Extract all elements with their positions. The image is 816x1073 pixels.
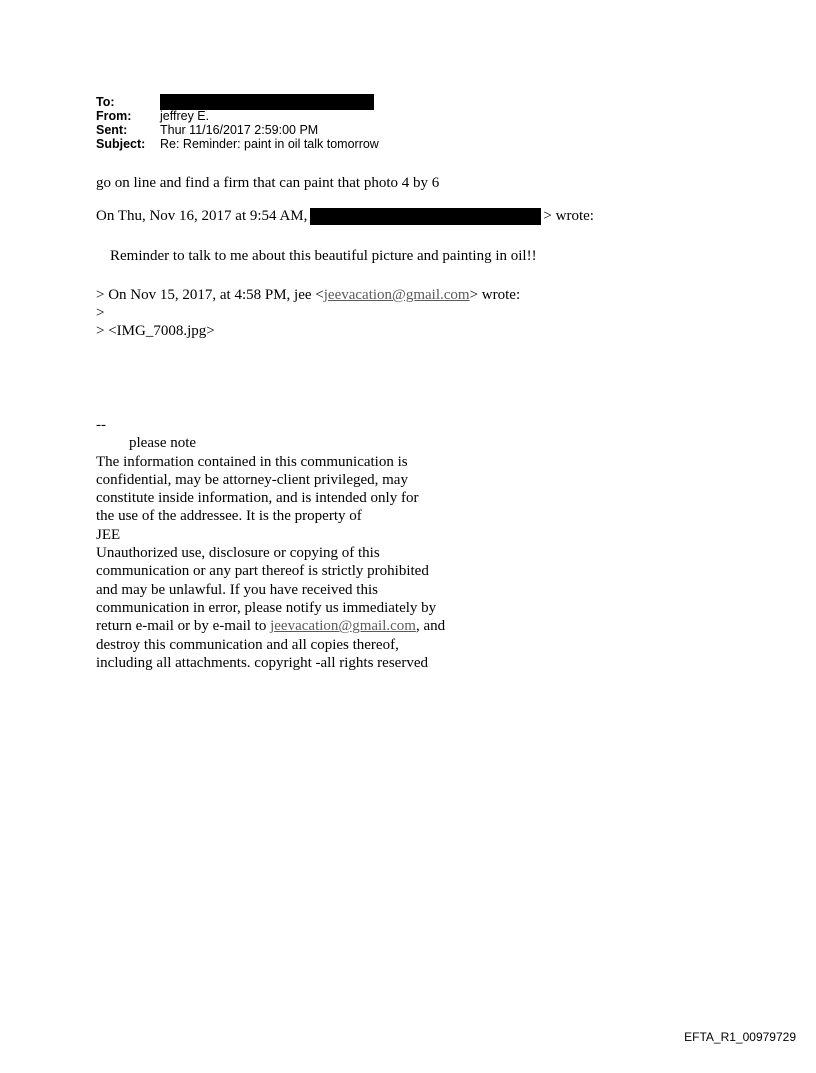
sent-label: Sent: (96, 123, 128, 137)
signature-block (96, 416, 496, 672)
nested-quote-email-link[interactable]: jeevacation@gmail.com (323, 287, 470, 303)
from-label: From: (96, 109, 132, 123)
signature-email-link[interactable]: jeevacation@gmail.com (270, 618, 416, 635)
nested-quote-attachment: > <IMG_7008.jpg> (96, 323, 215, 339)
to-row (96, 95, 656, 109)
signature-email-prefix: return e-mail or by e-mail to (96, 618, 271, 635)
signature-line: JEE (96, 526, 121, 543)
nested-quote-suffix: > wrote: (469, 287, 521, 303)
nested-quote-blank: > (96, 305, 105, 321)
signature-line: and may be unlawful. If you have received this (96, 581, 378, 598)
subject-label: Subject: (96, 137, 146, 151)
from-value: jeffrey E. (160, 109, 210, 123)
signature-line: destroy this communication and all copies thereof, (96, 636, 399, 653)
signature-line: Unauthorized use, disclosure or copying of this (96, 545, 380, 562)
document-id: EFTA_R1_00979729 (684, 1030, 796, 1044)
to-label: To: (96, 95, 115, 109)
signature-line: the use of the addressee. It is the property of (96, 508, 362, 525)
signature-line: communication or any part thereof is strictly prohibited (96, 563, 429, 580)
quoted-reply: Reminder to talk to me about this beautiful picture and painting in oil!! (110, 248, 537, 264)
signature-line: The information contained in this communication is (96, 453, 408, 470)
signature-note: please note (129, 435, 197, 452)
subject-value: Re: Reminder: paint in oil talk tomorrow (160, 137, 379, 151)
from-row (96, 109, 656, 123)
signature-line: constitute inside information, and is intended only for (96, 490, 419, 507)
signature-separator: -- (96, 417, 106, 433)
signature-line: confidential, may be attorney-client privileged, may (96, 471, 408, 488)
redacted-recipient (160, 94, 374, 110)
quote-intro-prefix: On Thu, Nov 16, 2017 at 9:54 AM, (96, 208, 308, 224)
email-header (96, 95, 656, 151)
sent-row (96, 123, 656, 137)
nested-quote-prefix: > On Nov 15, 2017, at 4:58 PM, jee < (96, 287, 324, 303)
signature-email-suffix: , and (415, 618, 446, 635)
nested-quote-header (96, 286, 520, 304)
signature-line: including all attachments. copyright -all rights reserved (96, 654, 428, 671)
redacted-sender (310, 208, 541, 225)
signature-line: communication in error, please notify us immediately by (96, 599, 437, 616)
quote-intro-suffix: > wrote: (543, 208, 594, 224)
quote-intro (96, 207, 594, 225)
signature-email-line (96, 617, 496, 635)
sent-value: Thur 11/16/2017 2:59:00 PM (160, 123, 319, 137)
subject-row (96, 137, 656, 151)
message-text: go on line and find a firm that can paint that photo 4 by 6 (96, 175, 440, 191)
